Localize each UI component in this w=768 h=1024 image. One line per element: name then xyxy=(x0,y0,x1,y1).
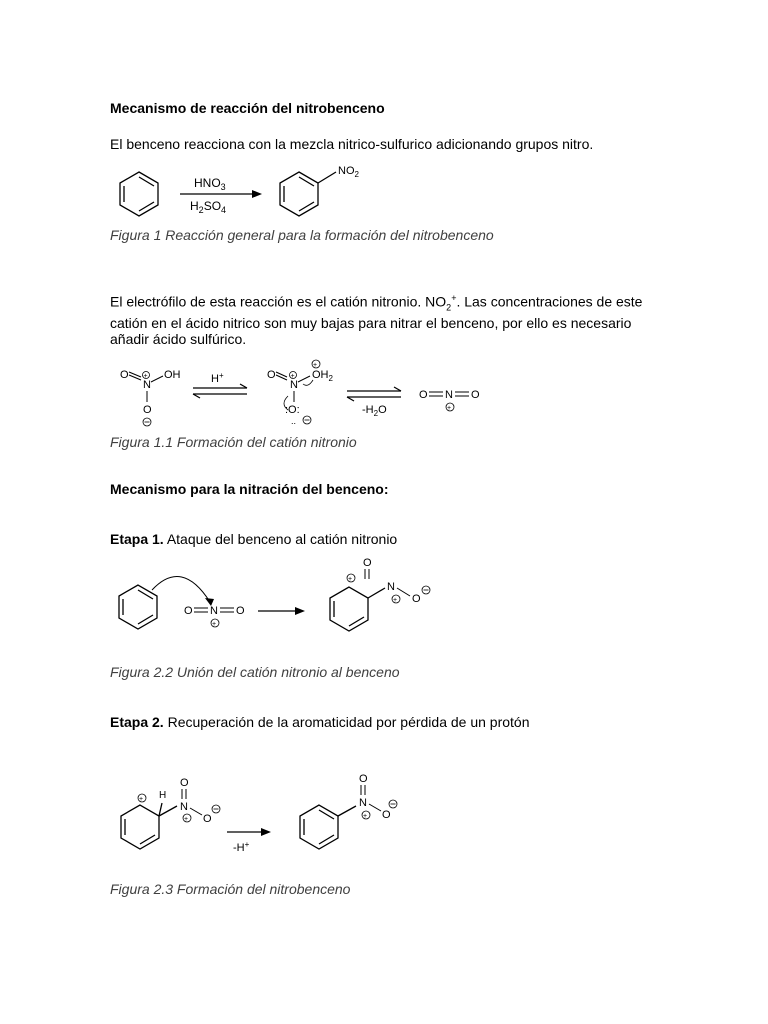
section-heading-nitration: Mecanismo para la nitración del benceno: xyxy=(110,481,389,497)
proton-label: H+ xyxy=(211,371,224,385)
figure-1-1-nitronium-formation xyxy=(0,355,768,430)
svg-text:O: O xyxy=(267,369,276,381)
step-1-heading: Etapa 1. Ataque del benceno al catión nitronio xyxy=(110,531,398,547)
svg-text:N: N xyxy=(180,801,188,813)
svg-text:+: + xyxy=(290,373,295,380)
figure-1-caption: Figura 1 Reacción general para la formación del nitrobenceno xyxy=(110,227,494,243)
svg-text:O: O xyxy=(203,813,212,825)
svg-text:O: O xyxy=(471,389,480,401)
water-loss-label: $-H_2O$ xyxy=(362,404,387,418)
svg-text:+: + xyxy=(447,405,452,412)
reagent-hno3: $HNO_3$ xyxy=(194,176,226,192)
svg-text:O: O xyxy=(184,605,193,617)
svg-text:N: N xyxy=(290,379,298,391)
nitro-group xyxy=(363,557,430,605)
svg-text:O: O xyxy=(120,369,129,381)
svg-text:N: N xyxy=(387,581,395,593)
svg-text:+: + xyxy=(139,796,144,803)
electron-pair-arrow xyxy=(152,577,210,602)
svg-text:N: N xyxy=(359,797,367,809)
svg-text:+: + xyxy=(363,813,368,820)
svg-text:N: N xyxy=(445,389,453,401)
svg-text:O: O xyxy=(412,593,421,605)
figure-2-2-step-1 xyxy=(0,555,768,660)
nitro-group-reactant xyxy=(180,777,220,825)
svg-text:O: O xyxy=(363,557,372,569)
proton-loss-label: -H+ xyxy=(233,840,250,854)
reaction-arrow xyxy=(258,607,305,615)
benzene-ring xyxy=(119,585,157,629)
nitro-group-label: $NO_2$ xyxy=(338,165,359,179)
svg-text:O: O xyxy=(143,404,152,416)
hydrogen-label: H xyxy=(159,790,167,801)
nitrobenzene-product xyxy=(300,805,356,849)
svg-text:OH2: $OH_2$ xyxy=(312,369,333,383)
figure-2-3-step-2 xyxy=(0,765,768,875)
equilibrium-arrows-2 xyxy=(347,387,401,401)
nitronium-paragraph: El electrófilo de esta reacción es el catión nitronio. $NO_2^+$. Las concentraciones de este catión en el ácido nitrico son muy bajas para nitrar el benceno, por ello es necesario añadir ácido sulfúrico. xyxy=(110,293,643,348)
nitronium-ion xyxy=(419,389,480,412)
nitrobenzene-product xyxy=(280,172,336,216)
figure-2-2-caption: Figura 2.2 Unión del catión nitronio al benceno xyxy=(110,664,400,680)
svg-text:+: + xyxy=(184,816,189,823)
svg-text:+: + xyxy=(313,362,318,369)
nitric-acid-molecule xyxy=(120,369,181,426)
svg-text:O: O xyxy=(419,389,428,401)
svg-text:O: O xyxy=(359,773,368,785)
svg-text:..: .. xyxy=(291,416,297,426)
benzene-ring xyxy=(120,172,158,216)
svg-text:O: O xyxy=(236,605,245,617)
svg-text:+: + xyxy=(143,373,148,380)
reagent-h2so4: $H_2SO_4$ xyxy=(190,199,227,215)
svg-text:O: O xyxy=(180,777,189,789)
intro-paragraph: El benceno reacciona con la mezcla nitrico-sulfurico adicionando grupos nitro. xyxy=(110,136,594,152)
svg-text:OH: OH xyxy=(164,369,181,381)
figure-1-reaction xyxy=(0,160,768,230)
svg-text:+: + xyxy=(393,597,398,604)
nitro-group-product xyxy=(359,773,397,821)
document-title: Mecanismo de reacción del nitrobenceno xyxy=(110,100,385,116)
equilibrium-arrows-1 xyxy=(193,384,247,398)
figure-2-3-caption: Figura 2.3 Formación del nitrobenceno xyxy=(110,881,351,897)
protonated-intermediate xyxy=(267,360,334,426)
svg-text:N: N xyxy=(210,605,218,617)
svg-text:+: + xyxy=(348,576,353,583)
step-2-heading: Etapa 2. Recuperación de la aromaticidad por pérdida de un protón xyxy=(110,714,530,730)
svg-text:O: O xyxy=(382,809,391,821)
sigma-complex xyxy=(121,803,177,849)
sigma-complex xyxy=(330,587,385,631)
reaction-arrow xyxy=(227,828,271,836)
svg-text::O:: :O: xyxy=(285,404,300,416)
nitronium-ion xyxy=(184,605,245,628)
figure-1-1-caption: Figura 1.1 Formación del catión nitronio xyxy=(110,434,357,450)
svg-text:+: + xyxy=(212,621,217,628)
svg-text:N: N xyxy=(143,379,151,391)
